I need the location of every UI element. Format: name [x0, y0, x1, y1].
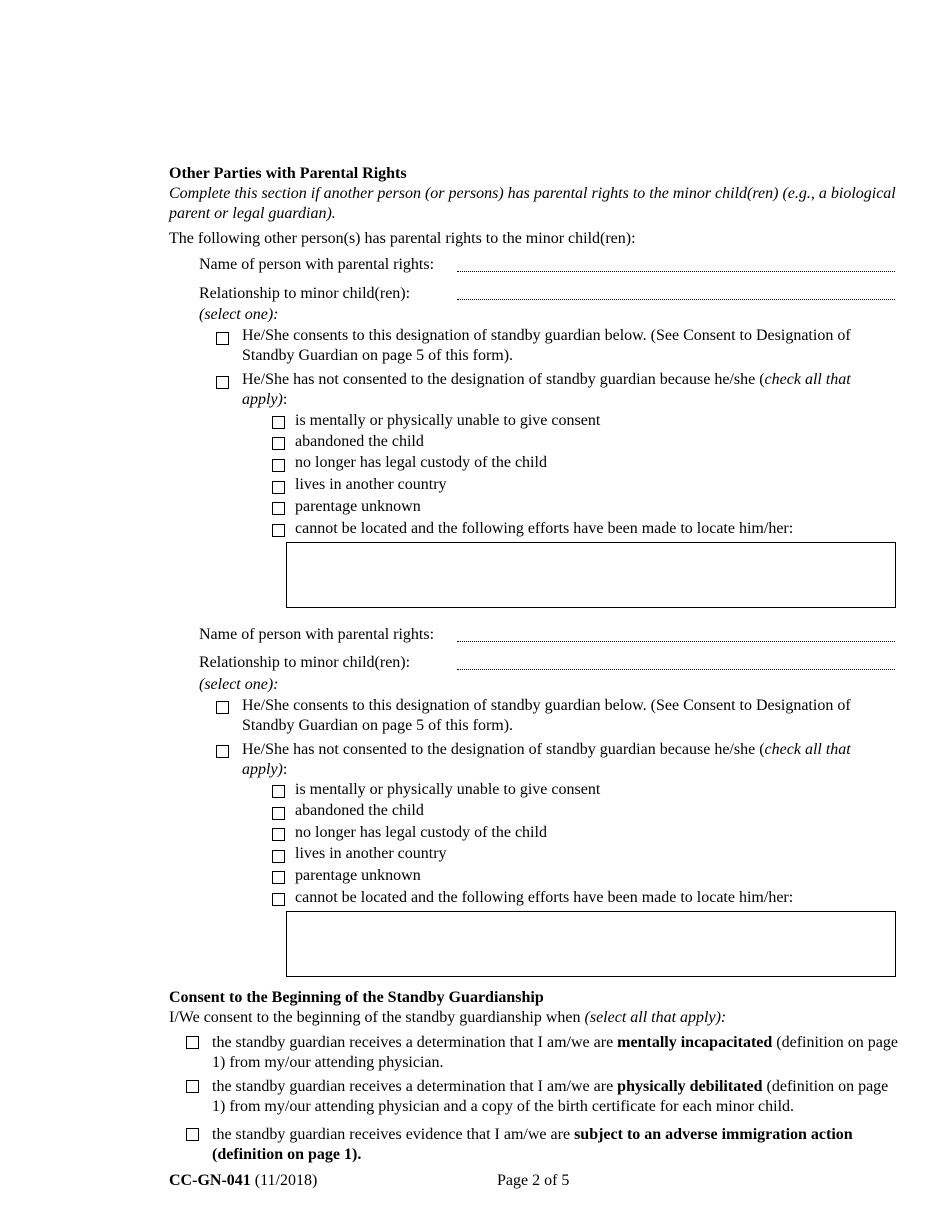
- reason-checkbox[interactable]: [272, 785, 285, 798]
- form-code: CC-GN-041 (11/2018): [169, 1172, 318, 1189]
- relationship-field[interactable]: [457, 299, 895, 300]
- section-intro: Complete this section if another person (or persons) has parental rights to the minor child(ren) (e.g., a biological parent or legal guardian).: [169, 185, 896, 222]
- consent-text: He/She consents to this designation of standby guardian below. (See Consent to Designation of Standby Guardian on page 5 of this form).: [242, 327, 851, 364]
- reason-checkbox[interactable]: [272, 893, 285, 906]
- reason-label: cannot be located and the following efforts have been made to locate him/her:: [295, 889, 794, 906]
- not-consent-text: He/She has not consented to the designation of standby guardian because he/she (check all that apply):: [242, 371, 851, 408]
- consent-checkbox[interactable]: [216, 701, 229, 714]
- select-one-label: (select one):: [199, 676, 279, 693]
- consent-condition-text: the standby guardian receives evidence that I am/we are subject to an adverse immigration action (definition on page 1).: [212, 1126, 853, 1163]
- name-label: Name of person with parental rights:: [199, 626, 435, 643]
- relationship-label: Relationship to minor child(ren):: [199, 654, 411, 671]
- reason-checkbox[interactable]: [272, 850, 285, 863]
- section-title: Other Parties with Parental Rights: [169, 165, 407, 182]
- reason-label: lives in another country: [295, 476, 447, 493]
- consent-condition-text: the standby guardian receives a determination that I am/we are physically debilitated (definition on page 1) from my/our attending physician and a copy of the birth certificate for each minor child.: [212, 1078, 889, 1115]
- efforts-textbox[interactable]: [286, 911, 896, 977]
- reason-checkbox[interactable]: [272, 828, 285, 841]
- reason-label: no longer has legal custody of the child: [295, 824, 547, 841]
- reason-label: abandoned the child: [295, 433, 424, 450]
- name-field[interactable]: [457, 271, 895, 272]
- not-consent-checkbox[interactable]: [216, 745, 229, 758]
- not-consent-checkbox[interactable]: [216, 376, 229, 389]
- reason-checkbox[interactable]: [272, 502, 285, 515]
- relationship-label: Relationship to minor child(ren):: [199, 285, 411, 302]
- reason-label: is mentally or physically unable to give consent: [295, 412, 601, 429]
- reason-label: no longer has legal custody of the child: [295, 454, 547, 471]
- consent-text: He/She consents to this designation of standby guardian below. (See Consent to Designation of Standby Guardian on page 5 of this form).: [242, 697, 851, 734]
- reason-checkbox[interactable]: [272, 871, 285, 884]
- page-number: Page 2 of 5: [497, 1172, 570, 1189]
- reason-checkbox[interactable]: [272, 416, 285, 429]
- reason-checkbox[interactable]: [272, 437, 285, 450]
- name-field[interactable]: [457, 641, 895, 642]
- name-label: Name of person with parental rights:: [199, 256, 435, 273]
- reason-checkbox[interactable]: [272, 459, 285, 472]
- consent-section-title: Consent to the Beginning of the Standby Guardianship: [169, 989, 544, 1006]
- reason-label: lives in another country: [295, 845, 447, 862]
- consent-section-intro: I/We consent to the beginning of the standby guardianship when (select all that apply):: [169, 1009, 727, 1026]
- relationship-field[interactable]: [457, 669, 895, 670]
- not-consent-text: He/She has not consented to the designation of standby guardian because he/she (check all that apply):: [242, 741, 851, 778]
- reason-label: parentage unknown: [295, 498, 421, 515]
- select-one-label: (select one):: [199, 306, 279, 323]
- consent-condition-checkbox[interactable]: [186, 1080, 199, 1093]
- reason-checkbox[interactable]: [272, 807, 285, 820]
- consent-condition-checkbox[interactable]: [186, 1036, 199, 1049]
- consent-checkbox[interactable]: [216, 332, 229, 345]
- reason-label: is mentally or physically unable to give consent: [295, 781, 601, 798]
- reason-label: cannot be located and the following efforts have been made to locate him/her:: [295, 520, 794, 537]
- consent-condition-checkbox[interactable]: [186, 1128, 199, 1141]
- reason-label: parentage unknown: [295, 867, 421, 884]
- reason-checkbox[interactable]: [272, 524, 285, 537]
- intro-line: The following other person(s) has parental rights to the minor child(ren):: [169, 230, 636, 247]
- consent-condition-text: the standby guardian receives a determination that I am/we are mentally incapacitated (definition on page 1) from my/our attending physician.: [212, 1034, 899, 1071]
- reason-checkbox[interactable]: [272, 481, 285, 494]
- efforts-textbox[interactable]: [286, 542, 896, 608]
- reason-label: abandoned the child: [295, 802, 424, 819]
